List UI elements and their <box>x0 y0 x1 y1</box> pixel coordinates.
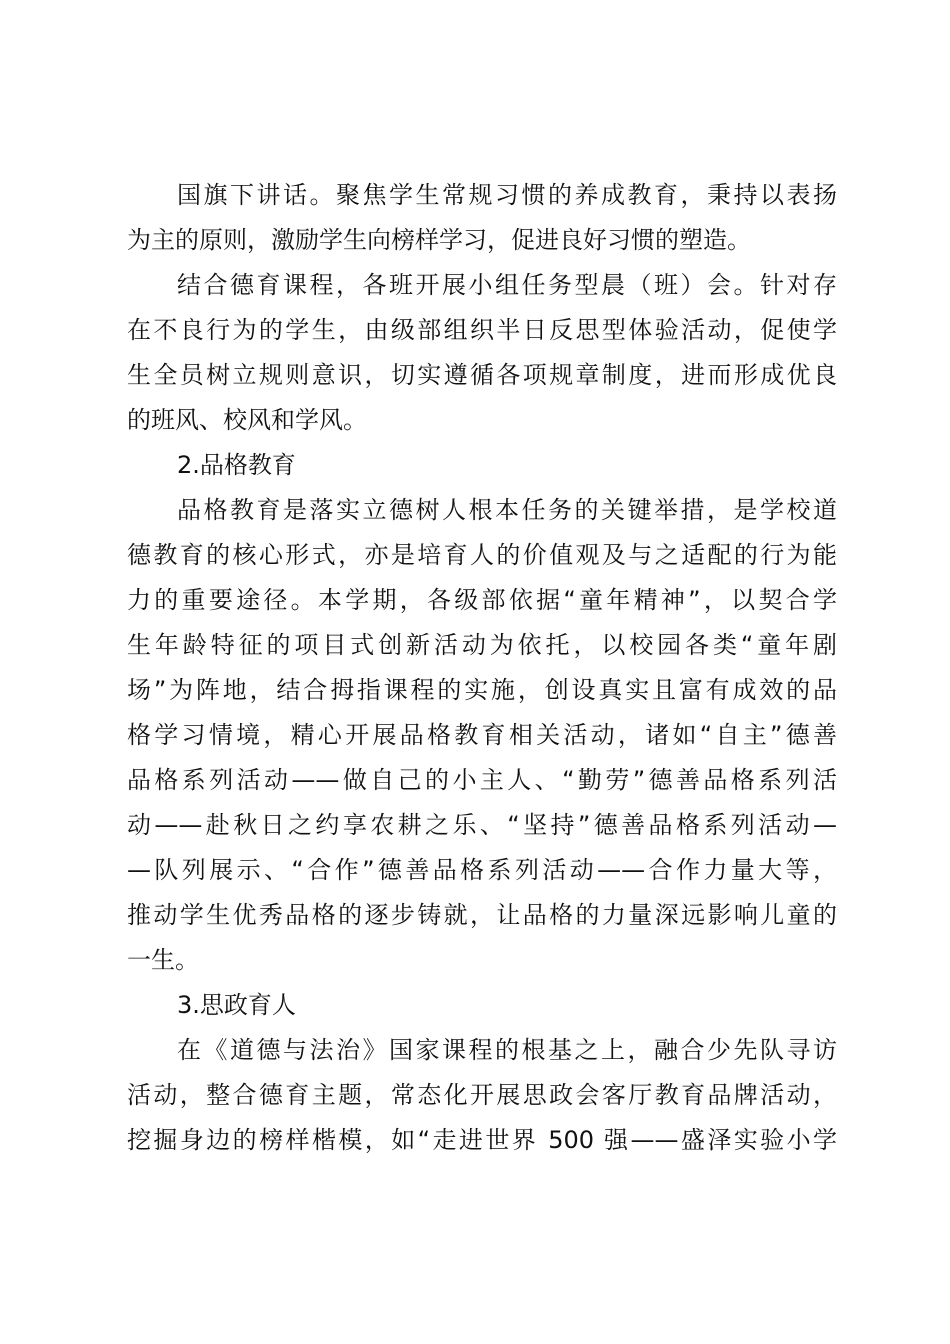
text-line: 生年龄特征的项目式创新活动为依托，以校园各类“童年剧 <box>127 631 837 659</box>
text-line: 结合德育课程，各班开展小组任务型晨（班）会。针对存 <box>177 271 837 299</box>
text-line: 活动，整合德育主题，常态化开展思政会客厅教育品牌活动， <box>127 1081 837 1109</box>
text-line: 在《道德与法治》国家课程的根基之上，融合少先队寻访 <box>177 1036 837 1064</box>
section-heading: 2.品格教育 <box>177 451 296 479</box>
text-line: 德教育的核心形式，亦是培育人的价值观及与之适配的行为能 <box>127 541 837 569</box>
text-line: 动——赴秋日之约享农耕之乐、“坚持”德善品格系列活动— <box>127 811 837 839</box>
text-line: —队列展示、“合作”德善品格系列活动——合作力量大等， <box>127 856 837 884</box>
text-line: 国旗下讲话。聚焦学生常规习惯的养成教育，秉持以表扬 <box>177 181 837 209</box>
text-line: 在不良行为的学生，由级部组织半日反思型体验活动，促使学 <box>127 316 837 344</box>
text-line: 一生。 <box>127 946 199 974</box>
document-body <box>127 173 837 1163</box>
text-line: 力的重要途径。本学期，各级部依据“童年精神”，以契合学 <box>127 586 837 614</box>
text-line: 生全员树立规则意识，切实遵循各项规章制度，进而形成优良 <box>127 361 837 389</box>
text-line: 的班风、校风和学风。 <box>127 406 367 434</box>
text-line: 挖掘身边的榜样楷模，如“走进世界 500 强——盛泽实验小学 <box>127 1126 837 1154</box>
text-line: 场”为阵地，结合拇指课程的实施，创设真实且富有成效的品 <box>127 676 837 704</box>
text-line: 为主的原则，激励学生向榜样学习，促进良好习惯的塑造。 <box>127 226 751 254</box>
text-line: 格学习情境，精心开展品格教育相关活动，诸如“自主”德善 <box>127 721 837 749</box>
text-line: 品格系列活动——做自己的小主人、“勤劳”德善品格系列活 <box>127 766 837 794</box>
text-line: 推动学生优秀品格的逐步铸就，让品格的力量深远影响儿童的 <box>127 901 837 929</box>
text-line: 品格教育是落实立德树人根本任务的关键举措，是学校道 <box>177 496 837 524</box>
section-heading: 3.思政育人 <box>177 991 296 1019</box>
